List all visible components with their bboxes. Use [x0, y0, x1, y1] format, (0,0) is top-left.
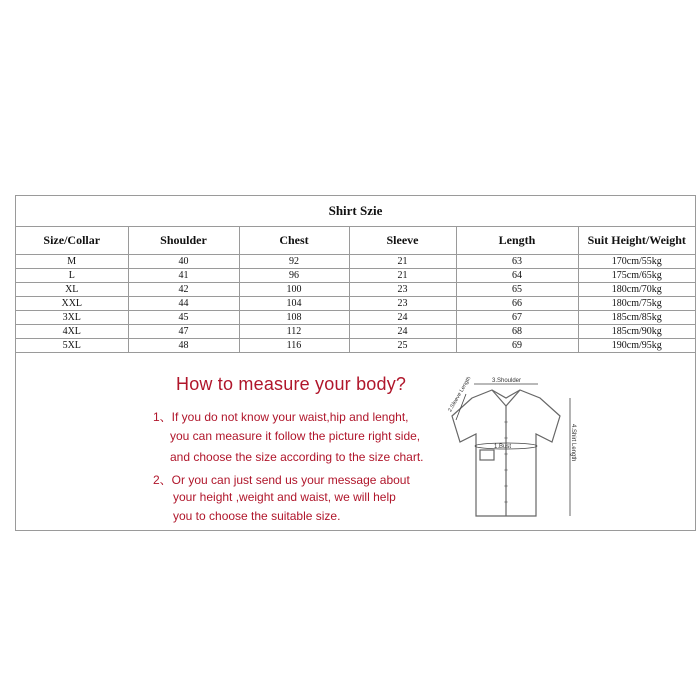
cell-shoulder: 42	[128, 283, 239, 297]
cell-shoulder: 47	[128, 325, 239, 339]
cell-chest: 108	[239, 311, 349, 325]
step1-line2: you can measure it follow the picture right side,	[170, 429, 421, 443]
table-row	[16, 283, 695, 297]
cell-chest: 96	[239, 269, 349, 283]
cell-size: 4XL	[16, 325, 128, 339]
table-row	[16, 297, 695, 311]
cell-size: 3XL	[16, 311, 128, 325]
header-sleeve: Sleeve	[349, 226, 456, 255]
cell-sleeve: 24	[349, 325, 456, 339]
cell-length: 63	[456, 255, 578, 269]
cell-height-weight: 175cm/65kg	[578, 269, 695, 283]
cell-length: 66	[456, 297, 578, 311]
cell-chest: 104	[239, 297, 349, 311]
cell-sleeve: 23	[349, 283, 456, 297]
cell-length: 68	[456, 325, 578, 339]
table-title: Shirt Szie	[16, 196, 695, 227]
cell-chest: 116	[239, 339, 349, 353]
measure-guide-title: How to measure your body?	[176, 374, 407, 394]
step2-line1: 2、Or you can just send us your message about	[153, 473, 410, 487]
cell-sleeve: 24	[349, 311, 456, 325]
cell-size: L	[16, 269, 128, 283]
sleeve-label: 2.Sleeve Length	[447, 376, 473, 414]
table-row	[16, 339, 695, 353]
cell-sleeve: 23	[349, 297, 456, 311]
cell-size: XL	[16, 283, 128, 297]
shoulder-label: 3.Shoulder	[492, 378, 522, 384]
measure-guide	[16, 366, 695, 531]
cell-height-weight: 185cm/90kg	[578, 325, 695, 339]
cell-height-weight: 180cm/70kg	[578, 283, 695, 297]
cell-sleeve: 21	[349, 269, 456, 283]
step2-line2: your height ,weight and waist, we will help	[173, 490, 396, 504]
cell-shoulder: 45	[128, 311, 239, 325]
table-row	[16, 269, 695, 283]
header-chest: Chest	[239, 226, 349, 255]
cell-chest: 100	[239, 283, 349, 297]
cell-height-weight: 170cm/55kg	[578, 255, 695, 269]
header-shoulder: Shoulder	[128, 226, 239, 255]
cell-length: 64	[456, 269, 578, 283]
size-chart-sheet	[15, 195, 696, 531]
cell-chest: 92	[239, 255, 349, 269]
length-label: 4.Shirt Length	[570, 424, 576, 462]
cell-height-weight: 180cm/75kg	[578, 297, 695, 311]
cell-length: 65	[456, 283, 578, 297]
shirt-measure-diagram	[436, 376, 586, 526]
cell-shoulder: 48	[128, 339, 239, 353]
cell-sleeve: 21	[349, 255, 456, 269]
header-length: Length	[456, 226, 578, 255]
header-height-weight: Suit Height/Weight	[578, 226, 695, 255]
cell-length: 67	[456, 311, 578, 325]
bust-label: 1.Bust	[494, 444, 512, 450]
table-row	[16, 255, 695, 269]
step1-line1: 1、If you do not know your waist,hip and lenght,	[153, 410, 409, 424]
cell-sleeve: 25	[349, 339, 456, 353]
table-row	[16, 325, 695, 339]
cell-shoulder: 41	[128, 269, 239, 283]
cell-shoulder: 40	[128, 255, 239, 269]
table-row	[16, 311, 695, 325]
cell-size: M	[16, 255, 128, 269]
header-size: Size/Collar	[16, 226, 128, 255]
cell-length: 69	[456, 339, 578, 353]
size-table	[16, 226, 695, 353]
cell-shoulder: 44	[128, 297, 239, 311]
cell-chest: 112	[239, 325, 349, 339]
step2-line3: you to choose the suitable size.	[173, 509, 341, 523]
table-header-row	[16, 226, 695, 255]
cell-size: 5XL	[16, 339, 128, 353]
cell-height-weight: 190cm/95kg	[578, 339, 695, 353]
cell-height-weight: 185cm/85kg	[578, 311, 695, 325]
cell-size: XXL	[16, 297, 128, 311]
step1-line3: and choose the size according to the size chart.	[170, 450, 424, 464]
